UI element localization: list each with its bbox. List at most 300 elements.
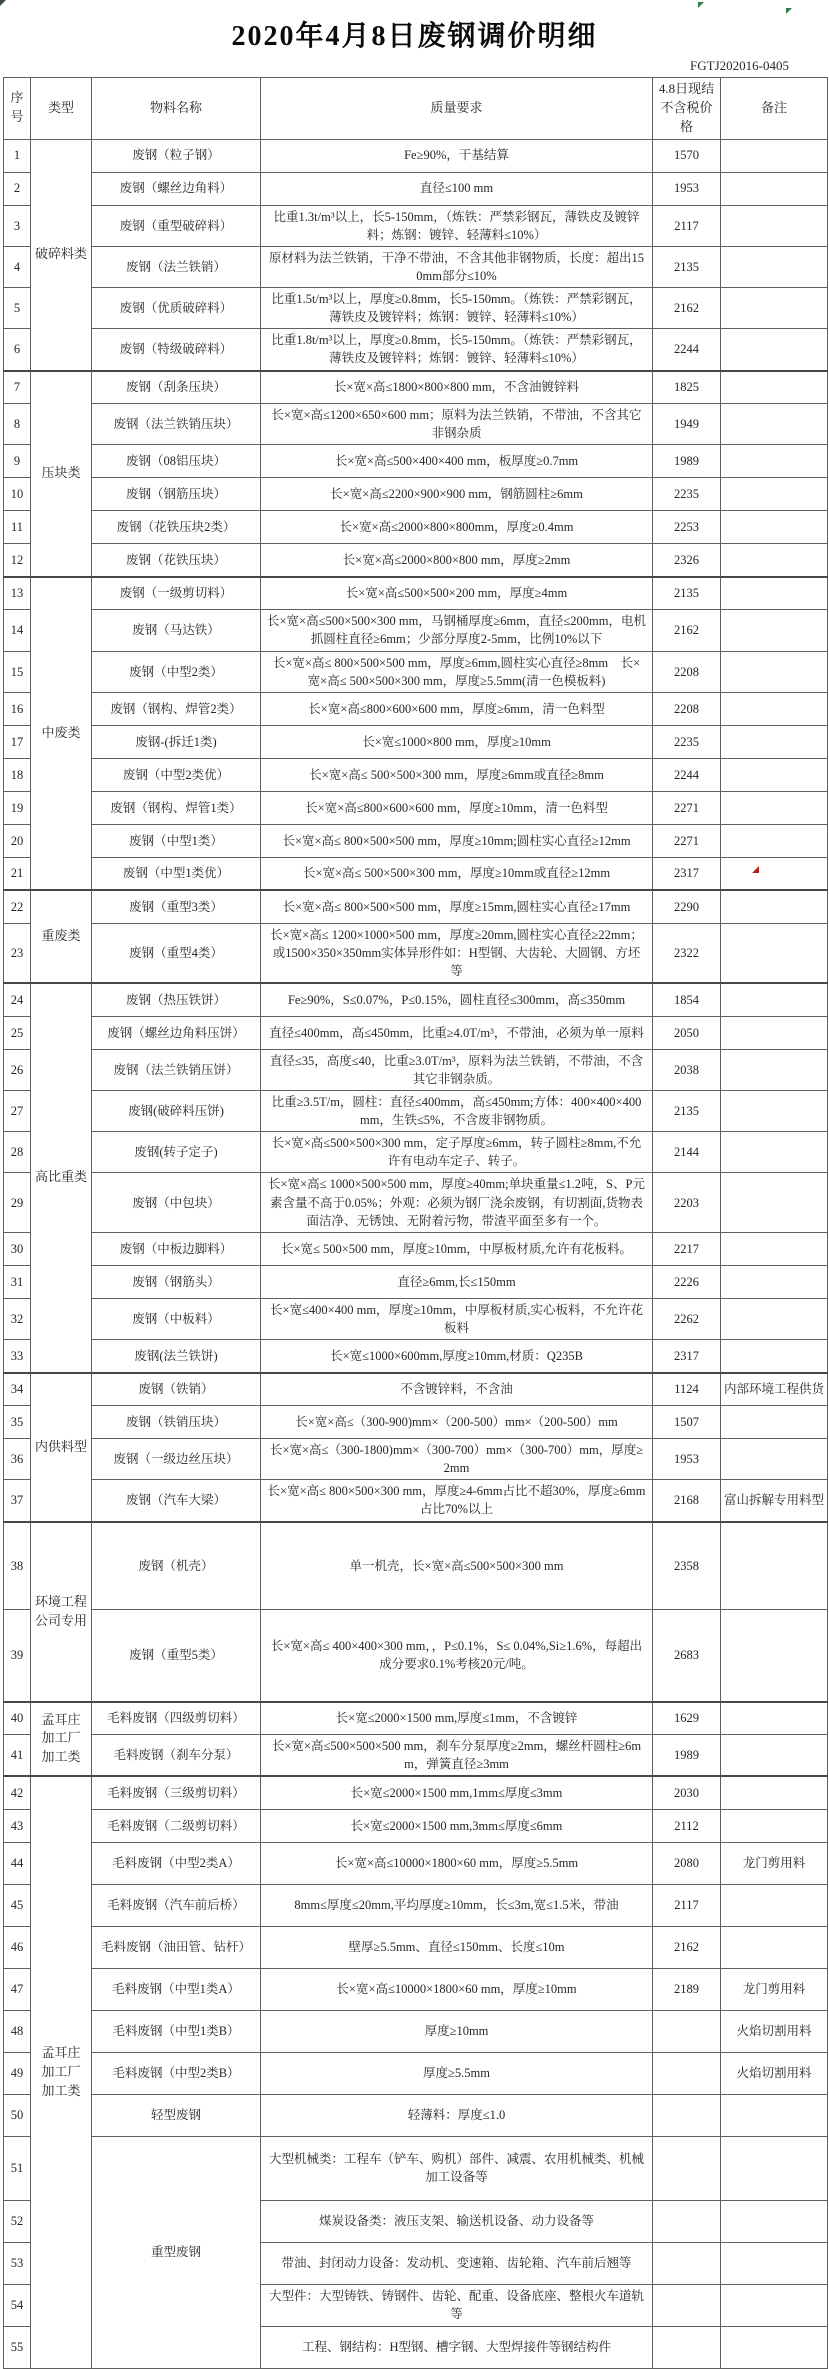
- table-row: [4, 1406, 828, 1439]
- quality-requirement-cell: 直径≥6mm,长≤150mm: [261, 1265, 653, 1298]
- price-cell: 2135: [653, 577, 721, 610]
- type-group-cell: 孟耳庄 加工厂 加工类: [31, 1776, 92, 2368]
- material-name-cell: 毛料废钢（中型2类A）: [92, 1842, 261, 1884]
- table-row: [4, 1610, 828, 1702]
- remark-cell: [721, 2242, 828, 2284]
- price-cell: 2203: [653, 1173, 721, 1232]
- quality-requirement-cell: 工程、钢结构：H型钢、槽字钢、大型焊接件等钢结构件: [261, 2326, 653, 2368]
- table-row: [4, 890, 828, 923]
- remark-cell: [721, 288, 828, 329]
- material-name-cell: 废钢（08铝压块）: [92, 445, 261, 478]
- table-row: [4, 2010, 828, 2052]
- price-cell: 2326: [653, 544, 721, 577]
- table-row: [4, 1132, 828, 1173]
- quality-requirement-cell: 长×宽×高≤2000×800×800mm，厚度≥0.4mm: [261, 511, 653, 544]
- quality-requirement-cell: 直径≤100 mm: [261, 172, 653, 205]
- document-number: FGTJ202016-0405: [690, 58, 789, 73]
- type-group-cell: 中废类: [31, 577, 92, 891]
- row-number-cell: 4: [4, 246, 31, 287]
- price-cell: 2162: [653, 288, 721, 329]
- remark-cell: [721, 544, 828, 577]
- material-name-cell: 废钢(转子定子): [92, 1132, 261, 1173]
- corner-artifact-icon: [0, 0, 6, 6]
- table-row: [4, 1735, 828, 1777]
- header-serial-number: 序号: [4, 78, 31, 140]
- remark-cell: [721, 1522, 828, 1610]
- row-number-cell: 49: [4, 2052, 31, 2094]
- row-number-cell: 39: [4, 1610, 31, 1702]
- quality-requirement-cell: 长×宽×高≤ 1200×1000×500 mm，厚度≥20mm,圆柱实心直径≥22mm；或1500×350×350mm实体异形件如：H型钢、大齿轮、大圆钢、方坯等: [261, 923, 653, 983]
- table-row: [4, 288, 828, 329]
- row-number-cell: 50: [4, 2094, 31, 2136]
- quality-requirement-cell: 长×宽×高≤500×500×300 mm，马钢桶厚度≥6mm，直径≤200mm，电机抓圆柱直径≥6mm；少部分厚度2-5mm，比例10%以下: [261, 610, 653, 651]
- material-name-cell: 废钢（中型1类优）: [92, 857, 261, 890]
- quality-requirement-cell: 长×宽≤2000×1500 mm,厚度≤1mm，不含镀锌: [261, 1702, 653, 1735]
- price-cell: 2162: [653, 610, 721, 651]
- table-row: [4, 478, 828, 511]
- price-cell: [653, 2200, 721, 2242]
- remark-cell: [721, 2284, 828, 2326]
- remark-cell: [721, 404, 828, 445]
- remark-cell: [721, 139, 828, 172]
- quality-requirement-cell: 长×宽×高≤ 500×500×300 mm，厚度≥10mm或直径≥12mm: [261, 857, 653, 890]
- table-row: [4, 1090, 828, 1131]
- price-cell: [653, 2052, 721, 2094]
- material-name-cell: 废钢（花铁压块2类）: [92, 511, 261, 544]
- quality-requirement-cell: Fe≥90%，S≤0.07%，P≤0.15%，圆柱直径≤300mm，高≤350mm: [261, 983, 653, 1016]
- material-name-cell: 废钢（法兰铁销压块）: [92, 404, 261, 445]
- quality-requirement-cell: 直径≤400mm，高≤450mm，比重≥4.0T/m³，不带油，必须为单一原料: [261, 1016, 653, 1049]
- remark-cell: [721, 758, 828, 791]
- type-group-cell: 高比重类: [31, 983, 92, 1372]
- table-row: [4, 857, 828, 890]
- material-name-cell: 废钢（粒子钢）: [92, 139, 261, 172]
- price-cell: [653, 2242, 721, 2284]
- remark-cell: [721, 791, 828, 824]
- table-row: [4, 205, 828, 246]
- row-number-cell: 37: [4, 1480, 31, 1522]
- table-row: [4, 1702, 828, 1735]
- row-number-cell: 1: [4, 139, 31, 172]
- type-group-cell: 内供料型: [31, 1373, 92, 1522]
- material-name-cell: 毛料废钢（刹车分泵）: [92, 1735, 261, 1777]
- price-cell: 1124: [653, 1373, 721, 1406]
- price-cell: 2189: [653, 1968, 721, 2010]
- table-row: [4, 1298, 828, 1339]
- material-name-cell: 废钢（重型5类）: [92, 1610, 261, 1702]
- table-row: [4, 692, 828, 725]
- quality-requirement-cell: 长×宽×高≤（300-900)mm×（200-500）mm×（200-500）mm: [261, 1406, 653, 1439]
- remark-cell: [721, 1049, 828, 1090]
- remark-cell: [721, 1016, 828, 1049]
- remark-cell: [721, 1439, 828, 1480]
- material-name-cell: 废钢-(拆迁1类): [92, 725, 261, 758]
- row-number-cell: 3: [4, 205, 31, 246]
- quality-requirement-cell: 比重1.5t/m³以上，厚度≥0.8mm，长5-150mm。（炼铁：严禁彩钢瓦，薄铁皮及镀锌料；炼钢：镀锌、轻薄料≤10%）: [261, 288, 653, 329]
- material-name-cell: 废钢（中型2类）: [92, 651, 261, 692]
- row-number-cell: 55: [4, 2326, 31, 2368]
- quality-requirement-cell: 长×宽×高≤500×500×300 mm，定子厚度≥6mm，转子圆柱≥8mm,不允许有电动车定子、转子。: [261, 1132, 653, 1173]
- row-number-cell: 42: [4, 1776, 31, 1809]
- material-name-cell: 废钢（马达铁）: [92, 610, 261, 651]
- material-name-cell: 毛料废钢（油田管、钻杆）: [92, 1926, 261, 1968]
- price-cell: [653, 2136, 721, 2200]
- row-number-cell: 10: [4, 478, 31, 511]
- price-cell: 1570: [653, 139, 721, 172]
- table-row: [4, 1340, 828, 1373]
- row-number-cell: 27: [4, 1090, 31, 1131]
- row-number-cell: 53: [4, 2242, 31, 2284]
- remark-cell: [721, 329, 828, 371]
- type-group-cell: 压块类: [31, 371, 92, 577]
- material-name-cell: 废钢（优质破碎料）: [92, 288, 261, 329]
- table-row: [4, 610, 828, 651]
- row-number-cell: 48: [4, 2010, 31, 2052]
- remark-cell: [721, 1232, 828, 1265]
- material-name-cell: 毛料废钢（四级剪切料）: [92, 1702, 261, 1735]
- remark-cell: [721, 445, 828, 478]
- price-cell: 1949: [653, 404, 721, 445]
- price-cell: 2162: [653, 1926, 721, 1968]
- remark-cell: [721, 857, 828, 890]
- material-name-cell: 毛料废钢（中型2类B）: [92, 2052, 261, 2094]
- quality-requirement-cell: 长×宽×高≤ 800×500×500 mm，厚度≥6mm,圆柱实心直径≥8mm 长×宽×高≤ 500×500×300 mm，厚度≥5.5mm(清一色模板料): [261, 651, 653, 692]
- quality-requirement-cell: 厚度≥5.5mm: [261, 2052, 653, 2094]
- row-number-cell: 52: [4, 2200, 31, 2242]
- material-name-cell: 废钢（机壳）: [92, 1522, 261, 1610]
- remark-cell: [721, 1735, 828, 1777]
- green-arrow-mark-icon: [786, 8, 792, 14]
- remark-cell: [721, 1776, 828, 1809]
- remark-cell: [721, 651, 828, 692]
- price-cell: 2050: [653, 1016, 721, 1049]
- quality-requirement-cell: 比重≥3.5T/m，圆柱：直径≤400mm，高≤450mm;方体：400×400×400mm，生铁≤5%，不含废非钢物质。: [261, 1090, 653, 1131]
- remark-cell: [721, 246, 828, 287]
- material-name-cell: 毛料废钢（中型1类B）: [92, 2010, 261, 2052]
- price-cell: 2135: [653, 1090, 721, 1131]
- table-row: [4, 923, 828, 983]
- remark-cell: 火焰切割用料: [721, 2052, 828, 2094]
- table-row: [4, 371, 828, 404]
- row-number-cell: 34: [4, 1373, 31, 1406]
- header-material-name: 物料名称: [92, 78, 261, 140]
- price-cell: 1953: [653, 172, 721, 205]
- material-name-cell: 废钢（中型2类优）: [92, 758, 261, 791]
- row-number-cell: 15: [4, 651, 31, 692]
- remark-cell: [721, 2326, 828, 2368]
- price-cell: 2683: [653, 1610, 721, 1702]
- quality-requirement-cell: 长×宽×高≤1800×800×800 mm，不含油镀锌料: [261, 371, 653, 404]
- header-row: [4, 78, 828, 140]
- remark-cell: [721, 1265, 828, 1298]
- table-row: [4, 246, 828, 287]
- quality-requirement-cell: 长×宽≤ 500×500 mm，厚度≥10mm，中厚板材质,允许有花板料。: [261, 1232, 653, 1265]
- row-number-cell: 46: [4, 1926, 31, 1968]
- quality-requirement-cell: 单一机壳，长×宽×高≤500×500×300 mm: [261, 1522, 653, 1610]
- header-type: 类型: [31, 78, 92, 140]
- quality-requirement-cell: 长×宽×高≤800×600×600 mm，厚度≥10mm，清一色料型: [261, 791, 653, 824]
- table-row: [4, 172, 828, 205]
- quality-requirement-cell: 原材料为法兰铁销，干净不带油，不含其他非钢物质，长度：超出150mm部分≤10%: [261, 246, 653, 287]
- material-name-cell: 废钢（铁销压块）: [92, 1406, 261, 1439]
- quality-requirement-cell: 长×宽×高≤500×400×400 mm，板厚度≥0.7mm: [261, 445, 653, 478]
- remark-cell: [721, 478, 828, 511]
- type-group-cell: 环境工程公司专用: [31, 1522, 92, 1702]
- material-name-cell: 废钢（花铁压块）: [92, 544, 261, 577]
- remark-cell: [721, 172, 828, 205]
- remark-cell: [721, 371, 828, 404]
- type-group-cell: 孟耳庄 加工厂 加工类: [31, 1702, 92, 1777]
- scrap-steel-price-table: [3, 77, 828, 2369]
- remark-cell: [721, 577, 828, 610]
- price-cell: 2322: [653, 923, 721, 983]
- row-number-cell: 2: [4, 172, 31, 205]
- quality-requirement-cell: 比重1.3t/m³以上，长5-150mm，（炼铁：严禁彩钢瓦，薄铁皮及镀锌料；炼钢：镀锌、轻薄料≤10%）: [261, 205, 653, 246]
- quality-requirement-cell: 长×宽×高≤800×600×600 mm，厚度≥6mm，清一色料型: [261, 692, 653, 725]
- material-name-cell: 废钢（汽车大梁）: [92, 1480, 261, 1522]
- remark-cell: [721, 890, 828, 923]
- quality-requirement-cell: 长×宽≤2000×1500 mm,1mm≤厚度≤3mm: [261, 1776, 653, 1809]
- row-number-cell: 40: [4, 1702, 31, 1735]
- material-name-cell: 废钢（中板边脚料）: [92, 1232, 261, 1265]
- material-name-cell: 废钢（钢构、焊管2类）: [92, 692, 261, 725]
- row-number-cell: 44: [4, 1842, 31, 1884]
- material-name-cell: 废钢（重型4类）: [92, 923, 261, 983]
- material-name-cell: 废钢（钢筋头）: [92, 1265, 261, 1298]
- table-row: [4, 1776, 828, 1809]
- quality-requirement-cell: 长×宽×高≤10000×1800×60 mm，厚度≥10mm: [261, 1968, 653, 2010]
- quality-requirement-cell: 长×宽≤2000×1500 mm,3mm≤厚度≤6mm: [261, 1809, 653, 1842]
- row-number-cell: 13: [4, 577, 31, 610]
- row-number-cell: 32: [4, 1298, 31, 1339]
- row-number-cell: 20: [4, 824, 31, 857]
- price-cell: 2244: [653, 329, 721, 371]
- material-name-cell: 毛料废钢（中型1类A）: [92, 1968, 261, 2010]
- remark-cell: [721, 1702, 828, 1735]
- quality-requirement-cell: 不含镀锌料，不含油: [261, 1373, 653, 1406]
- table-row: [4, 577, 828, 610]
- remark-cell: [721, 692, 828, 725]
- quality-requirement-cell: 长×宽×高≤500×500×500 mm，刹车分泵厚度≥2mm，螺丝杆圆柱≥6mm，弹簧直径≥3mm: [261, 1735, 653, 1777]
- quality-requirement-cell: 长×宽×高≤2200×900×900 mm，钢筋圆柱≥6mm: [261, 478, 653, 511]
- quality-requirement-cell: 大型件：大型铸铁、铸钢件、齿轮、配重、设备底座、整根火车道轨等: [261, 2284, 653, 2326]
- material-name-cell: 废钢（铁销）: [92, 1373, 261, 1406]
- table-row: [4, 1480, 828, 1522]
- price-cell: 1825: [653, 371, 721, 404]
- price-cell: 1953: [653, 1439, 721, 1480]
- quality-requirement-cell: 长×宽×高≤ 400×400×300 mm，，P≤0.1%，S≤ 0.04%,Si≥1.6%，每超出成分要求0.1%考核20元/吨。: [261, 1610, 653, 1702]
- table-row: [4, 404, 828, 445]
- price-cell: 2244: [653, 758, 721, 791]
- price-cell: 2117: [653, 205, 721, 246]
- quality-requirement-cell: 比重1.8t/m³以上，厚度≥0.8mm，长5-150mm。（炼铁：严禁彩钢瓦，薄铁皮及镀锌料；炼钢：镀锌、轻薄料≤10%）: [261, 329, 653, 371]
- table-row: [4, 1232, 828, 1265]
- material-name-cell: 废钢（法兰铁销压饼）: [92, 1049, 261, 1090]
- price-cell: 2271: [653, 791, 721, 824]
- table-row: [4, 139, 828, 172]
- remark-cell: 龙门剪用料: [721, 1842, 828, 1884]
- remark-cell: [721, 2200, 828, 2242]
- remark-cell: 龙门剪用料: [721, 1968, 828, 2010]
- table-row: [4, 1809, 828, 1842]
- row-number-cell: 35: [4, 1406, 31, 1439]
- material-name-cell: 废钢（重型破碎料）: [92, 205, 261, 246]
- table-row: [4, 725, 828, 758]
- price-cell: [653, 2010, 721, 2052]
- remark-cell: [721, 725, 828, 758]
- material-name-cell: 废钢(法兰铁饼): [92, 1340, 261, 1373]
- price-cell: 2144: [653, 1132, 721, 1173]
- price-cell: 1854: [653, 983, 721, 1016]
- row-number-cell: 8: [4, 404, 31, 445]
- price-cell: 1507: [653, 1406, 721, 1439]
- row-number-cell: 17: [4, 725, 31, 758]
- price-cell: [653, 2094, 721, 2136]
- row-number-cell: 14: [4, 610, 31, 651]
- row-number-cell: 47: [4, 1968, 31, 2010]
- table-row: [4, 1968, 828, 2010]
- table-row: [4, 1439, 828, 1480]
- row-number-cell: 51: [4, 2136, 31, 2200]
- price-cell: 2038: [653, 1049, 721, 1090]
- price-cell: 2262: [653, 1298, 721, 1339]
- material-name-cell: 轻型废钢: [92, 2094, 261, 2136]
- table-row: [4, 445, 828, 478]
- table-row: [4, 1265, 828, 1298]
- quality-requirement-cell: 大型机械类：工程车（铲车、购机）部件、减震、农用机械类、机械加工设备等: [261, 2136, 653, 2200]
- remark-cell: [721, 1809, 828, 1842]
- price-cell: 1989: [653, 445, 721, 478]
- price-cell: 1989: [653, 1735, 721, 1777]
- material-name-cell: 废钢（法兰铁销）: [92, 246, 261, 287]
- row-number-cell: 30: [4, 1232, 31, 1265]
- material-name-cell: 废钢（特级破碎料）: [92, 329, 261, 371]
- price-cell: 2117: [653, 1884, 721, 1926]
- page-title: 2020年4月8日废钢调价明细: [231, 21, 598, 52]
- row-number-cell: 31: [4, 1265, 31, 1298]
- price-cell: 2235: [653, 478, 721, 511]
- row-number-cell: 25: [4, 1016, 31, 1049]
- remark-cell: [721, 2136, 828, 2200]
- row-number-cell: 43: [4, 1809, 31, 1842]
- header-price: 4.8日现结不含税价格: [653, 78, 721, 140]
- table-row: [4, 791, 828, 824]
- remark-cell: [721, 923, 828, 983]
- remark-cell: [721, 205, 828, 246]
- header-remark: 备注: [721, 78, 828, 140]
- type-group-cell: 破碎料类: [31, 139, 92, 371]
- material-name-cell: 毛料废钢（二级剪切料）: [92, 1809, 261, 1842]
- quality-requirement-cell: Fe≥90%，干基结算: [261, 139, 653, 172]
- row-number-cell: 7: [4, 371, 31, 404]
- price-cell: 2168: [653, 1480, 721, 1522]
- price-cell: 2080: [653, 1842, 721, 1884]
- row-number-cell: 16: [4, 692, 31, 725]
- remark-cell: [721, 1406, 828, 1439]
- row-number-cell: 45: [4, 1884, 31, 1926]
- price-cell: 2112: [653, 1809, 721, 1842]
- table-row: [4, 1522, 828, 1610]
- table-row: [4, 983, 828, 1016]
- price-cell: 2253: [653, 511, 721, 544]
- table-row: [4, 651, 828, 692]
- red-arrow-mark-icon: [752, 866, 759, 873]
- material-name-cell: 废钢（重型3类）: [92, 890, 261, 923]
- material-name-cell: 废钢（一级剪切料）: [92, 577, 261, 610]
- price-cell: 2135: [653, 246, 721, 287]
- table-row: [4, 544, 828, 577]
- material-name-cell: 重型废钢: [92, 2136, 261, 2368]
- material-name-cell: 毛料废钢（三级剪切料）: [92, 1776, 261, 1809]
- material-name-cell: 毛料废钢（汽车前后桥）: [92, 1884, 261, 1926]
- row-number-cell: 18: [4, 758, 31, 791]
- row-number-cell: 41: [4, 1735, 31, 1777]
- price-cell: [653, 2326, 721, 2368]
- material-name-cell: 废钢（螺丝边角料）: [92, 172, 261, 205]
- quality-requirement-cell: 带油、封闭动力设备：发动机、变速箱、齿轮箱、汽车前后翘等: [261, 2242, 653, 2284]
- material-name-cell: 废钢（热压铁饼）: [92, 983, 261, 1016]
- quality-requirement-cell: 长×宽≤400×400 mm，厚度≥10mm，中厚板材质,实心板料，不允许花板料: [261, 1298, 653, 1339]
- price-cell: 2317: [653, 1340, 721, 1373]
- table-row: [4, 1016, 828, 1049]
- row-number-cell: 23: [4, 923, 31, 983]
- row-number-cell: 11: [4, 511, 31, 544]
- quality-requirement-cell: 长×宽×高≤ 800×500×500 mm，厚度≥10mm;圆柱实心直径≥12mm: [261, 824, 653, 857]
- row-number-cell: 33: [4, 1340, 31, 1373]
- quality-requirement-cell: 长×宽≤1000×800 mm，厚度≥10mm: [261, 725, 653, 758]
- row-number-cell: 19: [4, 791, 31, 824]
- quality-requirement-cell: 长×宽×高≤500×500×200 mm，厚度≥4mm: [261, 577, 653, 610]
- table-row: [4, 2052, 828, 2094]
- material-name-cell: 废钢(破碎料压饼): [92, 1090, 261, 1131]
- type-group-cell: 重废类: [31, 890, 92, 983]
- price-cell: 2290: [653, 890, 721, 923]
- row-number-cell: 38: [4, 1522, 31, 1610]
- quality-requirement-cell: 长×宽×高≤ 1000×500×500 mm，厚度≥40mm;单块重量≤1.2吨，S、P元素含量不高于0.05%；外观：必须为钢厂浇余废钢，有切割面,货物表面洁净、无锈蚀、无附着污物，带渣平面至多有一个。: [261, 1173, 653, 1232]
- remark-cell: [721, 1132, 828, 1173]
- remark-cell: [721, 1340, 828, 1373]
- table-row: [4, 2094, 828, 2136]
- row-number-cell: 24: [4, 983, 31, 1016]
- remark-cell: [721, 2094, 828, 2136]
- table-row: [4, 824, 828, 857]
- material-name-cell: 废钢（钢筋压块）: [92, 478, 261, 511]
- quality-requirement-cell: 8mm≤厚度≤20mm,平均厚度≥10mm，长≤3m,宽≤1.5米，带油: [261, 1884, 653, 1926]
- quality-requirement-cell: 长×宽≤1000×600mm,厚度≥10mm,材质：Q235B: [261, 1340, 653, 1373]
- table-header: [4, 78, 828, 140]
- quality-requirement-cell: 直径≤35，高度≤40，比重≥3.0T/m³，原料为法兰铁销，不带油，不含其它非钢杂质。: [261, 1049, 653, 1090]
- table-row: [4, 1842, 828, 1884]
- quality-requirement-cell: 长×宽×高≤ 800×500×300 mm，厚度≥4-6mm占比不超30%，厚度≥6mm占比70%以上: [261, 1480, 653, 1522]
- remark-cell: [721, 1926, 828, 1968]
- quality-requirement-cell: 长×宽×高≤ 500×500×300 mm，厚度≥6mm或直径≥8mm: [261, 758, 653, 791]
- quality-requirement-cell: 长×宽×高≤ 800×500×500 mm，厚度≥15mm,圆柱实心直径≥17mm: [261, 890, 653, 923]
- remark-cell: [721, 1610, 828, 1702]
- price-cell: 2217: [653, 1232, 721, 1265]
- remark-cell: 火焰切割用料: [721, 2010, 828, 2052]
- quality-requirement-cell: 长×宽×高≤2000×800×800 mm，厚度≥2mm: [261, 544, 653, 577]
- table-row: [4, 329, 828, 371]
- price-cell: [653, 2284, 721, 2326]
- row-number-cell: 36: [4, 1439, 31, 1480]
- table-row: [4, 1926, 828, 1968]
- price-cell: 2208: [653, 692, 721, 725]
- price-cell: 1629: [653, 1702, 721, 1735]
- table-row: [4, 758, 828, 791]
- material-name-cell: 废钢（螺丝边角料压饼）: [92, 1016, 261, 1049]
- quality-requirement-cell: 轻薄料：厚度≤1.0: [261, 2094, 653, 2136]
- material-name-cell: 废钢（刮条压块）: [92, 371, 261, 404]
